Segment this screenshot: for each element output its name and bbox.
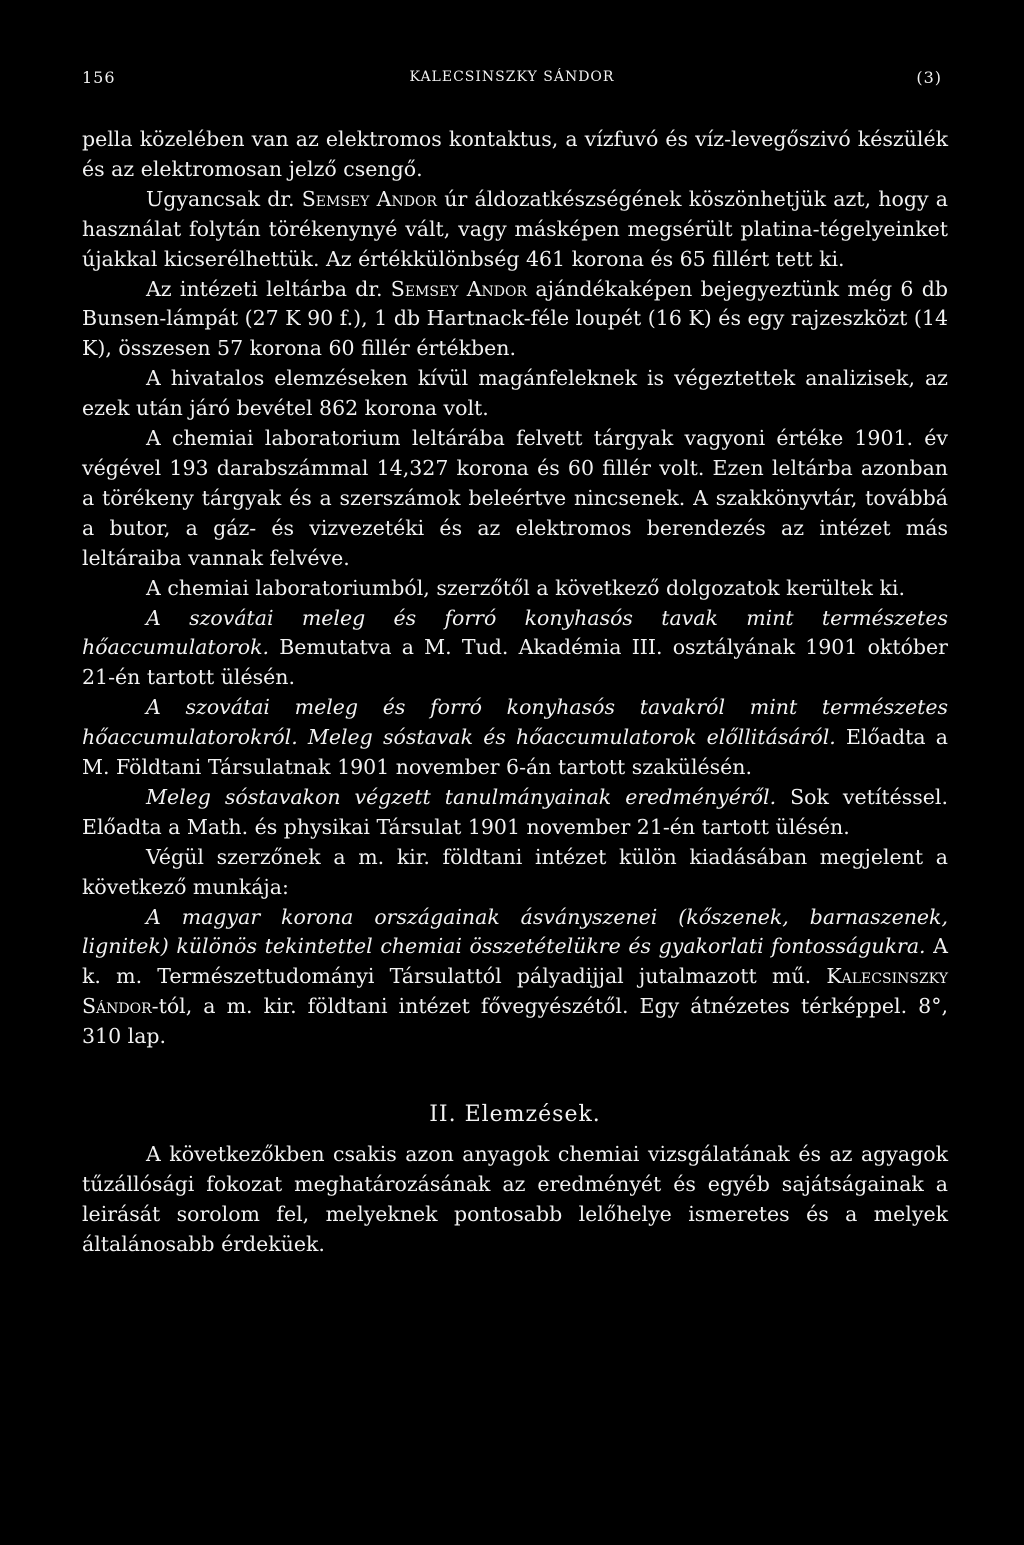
publication-title: A szovátai meleg és forró konyhasós tavak mint természetes hőaccumulatorok. [82, 605, 948, 660]
issue-number: (3) [916, 68, 942, 87]
section-heading: II. Elemzések. [429, 1102, 601, 1128]
paragraph: A chemiai laboratoriumból, szerzőtől a következő dolgozatok kerültek ki. [146, 575, 905, 600]
publication-title: A szovátai meleg és forró konyhasós tavakról mint természetes hőaccumulatorokról. Meleg sóstavak és hőaccumulatorok előllitásáról. [82, 695, 948, 750]
publication-title: Meleg sóstavakon végzett tanulmányainak eredményéről. [146, 784, 777, 809]
text: Ugyancsak dr. [146, 186, 302, 211]
paragraph: Végül szerzőnek a m. kir. földtani intézet külön kiadásában megjelent a következő munkája: [82, 844, 948, 899]
text: ajándékaképen bejegyeztünk még 6 db Bunsen-lámpát (27 K 90 f.), 1 db Hartnack-féle loupét (16 K) és egy rajzeszközt (14 K), összesen 57 korona 60 fillér értékben. [82, 276, 949, 361]
page-number: 156 [82, 68, 116, 87]
text: Bemutatva a M. Tud. Akadémia III. osztályának 1901 október 21-én tartott ülésén. [82, 635, 948, 690]
running-title: KALECSINSZKY SÁNDOR [409, 69, 615, 85]
publication-entry [82, 604, 948, 694]
person-name: Semsey Andor [390, 276, 528, 301]
person-name: Kalecsinszky Sándor [82, 964, 948, 1019]
page-body [82, 125, 948, 1260]
text: Előadta a M. Földtani Társulatnak 1901 november 6-án tartott szakülésén. [82, 725, 948, 780]
running-header [82, 68, 942, 92]
paragraph: A hivatalos elemzéseken kívül magánfeleknek is végeztettek analizisek, az ezek után járó bevétel 862 korona volt. [82, 366, 948, 421]
text: Az intézeti leltárba dr. [146, 276, 391, 301]
paragraph: A chemiai laboratorium leltárába felvett tárgyak vagyoni értéke 1901. év végével 193 darabszámmal 14,327 korona és 60 fillér volt. Ezen leltárba azonban a törékeny tárgyak és a szerszámok beleértve nincsenek. A szakkönyvtár, továbbá a butor, a gáz- és vizvezetéki és az elektromos berendezés az intézet más leltáraiba vannak felvéve. [82, 426, 948, 570]
publication-entry [82, 903, 948, 1053]
person-name: Semsey Andor [301, 186, 437, 211]
paragraph [82, 185, 948, 275]
text: Sok vetítéssel. Előadta a Math. és physikai Társulat 1901 november 21-én tartott ülésén. [82, 784, 948, 839]
publication-entry [82, 783, 948, 843]
publication-title: A magyar korona országainak ásványszenei (kőszenek, barnaszenek, lignitek) különös tekintettel chemiai összetételükre és gyakorlati fontosságukra. [82, 904, 948, 959]
text: úr áldozatkészségének köszönhetjük azt, hogy a használat folytán törékenynyé vált, vagy másképen megsérült platina-tégelyeinket újakkal kicserélhettük. Az értékkülönbség 461 korona és 65 fillért tett ki. [82, 186, 949, 271]
paragraph: A következőkben csakis azon anyagok chemiai vizsgálatának és az agyagok tűzállósági fokozat meghatározásának az eredményét és egyéb sajátságainak a leirását sorolom fel, melyeknek pontosabb lelőhelye ismeretes és a melyek általánosabb érdeküek. [82, 1142, 948, 1256]
paragraph: pella közelében van az elektromos kontaktus, a vízfuvó és víz-levegőszivó készülék és az elektromosan jelző csengő. [82, 127, 948, 181]
text: -tól, a m. kir. földtani intézet fővegyészétől. Egy átnézetes térképpel. 8°, 310 lap. [82, 994, 948, 1049]
publication-entry [82, 693, 948, 783]
paragraph [82, 275, 948, 365]
text: A k. m. Természettudományi Társulattól pályadijjal jutalmazott mű. [82, 934, 948, 989]
